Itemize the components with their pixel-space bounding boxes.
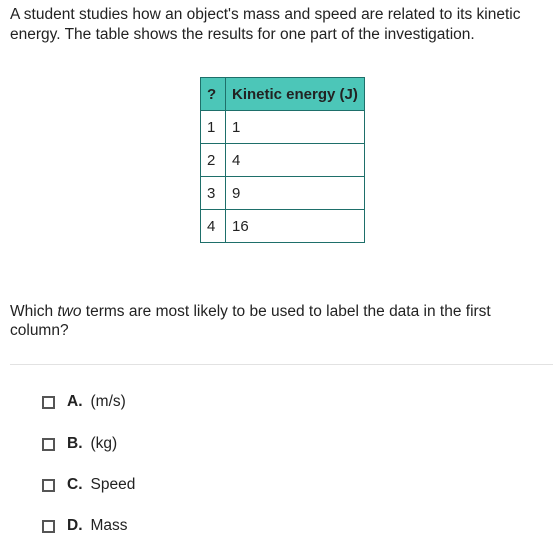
table-cell: 3 xyxy=(201,177,226,210)
option-label: (m/s) xyxy=(90,393,126,410)
data-table xyxy=(200,77,365,243)
table-cell: 9 xyxy=(226,177,365,210)
option-label: Mass xyxy=(90,517,128,534)
option-letter: A. xyxy=(67,393,83,410)
question-intro-text: A student studies how an object's mass and speed are related to its kinetic energy. The table shows the results for one part of the investigation. xyxy=(10,6,521,43)
answer-option-b[interactable] xyxy=(42,433,117,455)
checkbox-icon[interactable] xyxy=(42,520,55,533)
table-row xyxy=(201,144,365,177)
option-letter: C. xyxy=(67,476,83,493)
table-cell: 16 xyxy=(226,210,365,243)
table-row xyxy=(201,111,365,144)
table-cell: 1 xyxy=(226,111,365,144)
checkbox-icon[interactable] xyxy=(42,479,55,492)
option-letter: B. xyxy=(67,435,83,452)
table-cell: 4 xyxy=(201,210,226,243)
question-text-after: terms are most likely to be used to label the data in the first column? xyxy=(10,303,491,339)
option-label: (kg) xyxy=(90,435,118,452)
answer-option-a[interactable] xyxy=(42,391,126,413)
checkbox-icon[interactable] xyxy=(42,396,55,409)
section-divider xyxy=(10,364,553,365)
question-prompt xyxy=(10,302,545,340)
option-letter: D. xyxy=(67,517,83,534)
table-row xyxy=(201,177,365,210)
answer-option-c[interactable] xyxy=(42,474,135,496)
column-header-kinetic-energy: Kinetic energy (J) xyxy=(226,78,365,111)
question-text-before: Which xyxy=(10,303,58,320)
table-cell: 4 xyxy=(226,144,365,177)
checkbox-icon[interactable] xyxy=(42,438,55,451)
question-emphasis: two xyxy=(57,303,82,320)
column-header-unknown: ? xyxy=(201,78,226,111)
answer-option-d[interactable] xyxy=(42,515,128,537)
table-cell: 1 xyxy=(201,111,226,144)
option-label: Speed xyxy=(90,476,136,493)
table-row xyxy=(201,210,365,243)
table-header-row xyxy=(201,78,365,111)
table-cell: 2 xyxy=(201,144,226,177)
